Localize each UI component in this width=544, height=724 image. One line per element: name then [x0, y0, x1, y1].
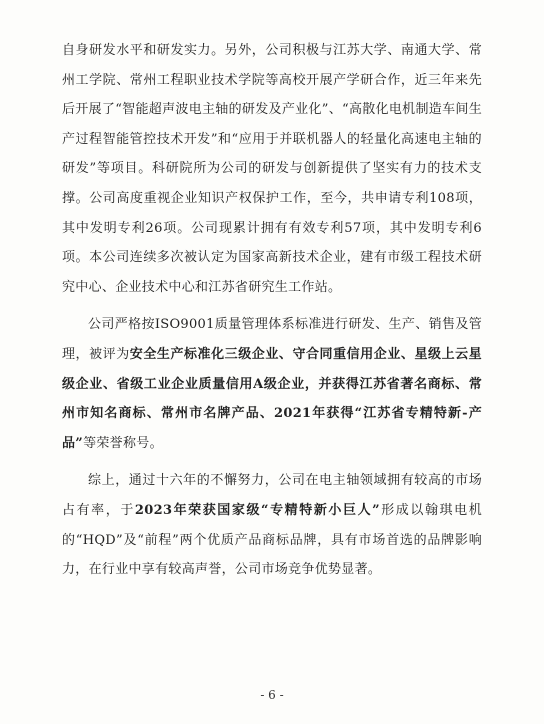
paragraph-research-cooperation [62, 36, 482, 302]
paragraph-text: 综上，通过十六年的不懈努力，公司在电主轴领域拥有较高的市场占有率，于 [62, 473, 482, 518]
paragraph-text: 自身研发水平和研发实力。另外，公司积极与江苏大学、南通大学、常州工学院、常州工程职业技术学院等高校开展产学研合作，近三年来先后开展了“智能超声波电主轴的研发及产业化”、“高散化电机制造车间生产过程智能管控技术开发”和“应用于并联机器人的轻量化高速电主轴的研发”等项目。科研院所为公司的研发与创新提供了坚实有力的技术支撑。公司高度重视企业知识产权保护工作，至今，共申请专利108项，其中发明专利26项。公司现累计拥有有效专利57项，其中发明专利6项。本公司连续多次被认定为国家高新技术企业，建有市级工程技术研究中心、企业技术中心和江苏省研究生工作站。 [62, 43, 482, 295]
paragraph-bold-text: 2023年荣获国家级“专精特新小巨人” [134, 502, 380, 518]
paragraph-text: 形成以翰琪电机的“HQD”及“前程”两个优质产品商标品牌，具有市场首选的品牌影响力，在行业中享有较高声誉，公司市场竞争优势显著。 [62, 502, 482, 578]
body-text [62, 36, 482, 585]
paragraph-text: 公司严格按ISO9001质量管理体系标准进行研发、生产、销售及管理，被评为 [62, 317, 482, 362]
paragraph-text: 等荣誉称号。 [83, 435, 163, 451]
paragraph-bold-text: 安全生产标准化三级企业、守合同重信用企业、星级上云星级企业、省级工业企业质量信用A级企业，并获得江苏省著名商标、常州市知名商标、常州市名牌产品、2021年获得“江苏省专精特新-产品” [62, 346, 482, 451]
paragraph-summary [62, 466, 482, 584]
page-number: - 6 - [260, 688, 284, 702]
paragraph-quality-honors [62, 310, 482, 458]
